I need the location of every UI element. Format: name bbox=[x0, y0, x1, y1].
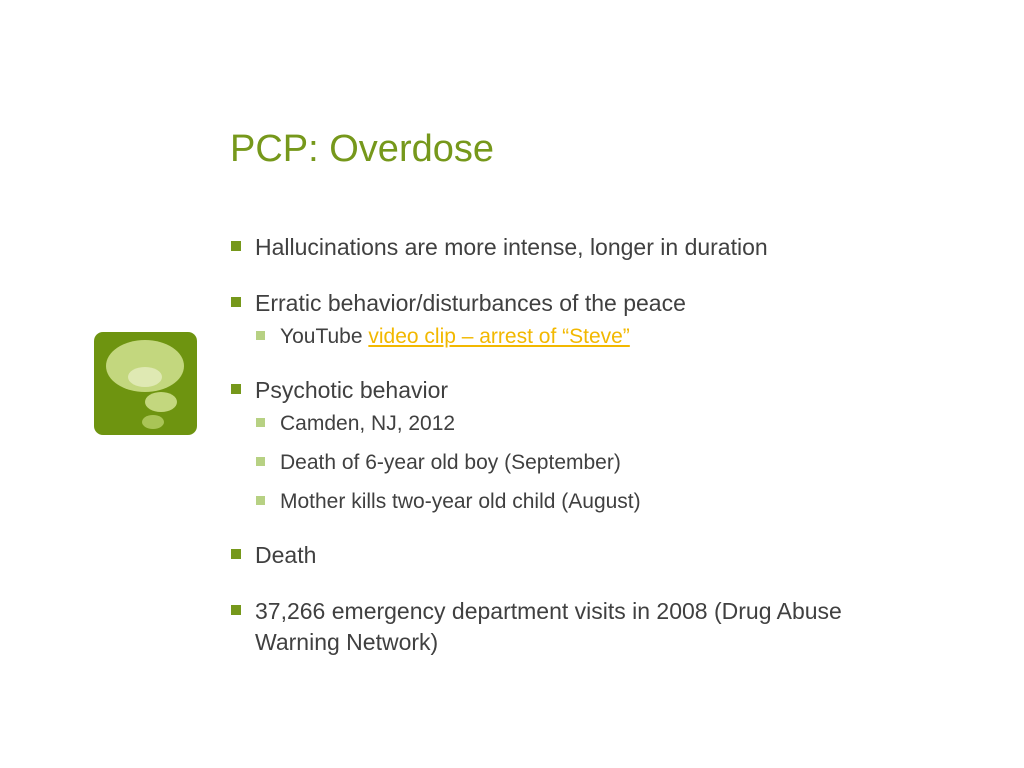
square-bullet-icon bbox=[231, 384, 241, 394]
bullet-item bbox=[230, 375, 930, 515]
bullet-text: Death bbox=[255, 542, 317, 568]
bullet-item bbox=[230, 596, 930, 658]
square-bullet-icon bbox=[256, 418, 265, 427]
sub-bullet-list bbox=[255, 323, 930, 350]
square-bullet-icon bbox=[231, 605, 241, 615]
sub-bullet-text: Death of 6-year old boy (September) bbox=[280, 451, 621, 474]
sub-bullet-item bbox=[255, 323, 930, 350]
square-bullet-icon bbox=[231, 297, 241, 307]
sub-bullet-prefix: YouTube bbox=[280, 325, 369, 348]
video-clip-link[interactable]: video clip – arrest of “Steve” bbox=[368, 325, 630, 348]
slide-title: PCP: Overdose bbox=[230, 128, 494, 170]
square-bullet-icon bbox=[231, 241, 241, 251]
sub-bullet-text: Mother kills two-year old child (August) bbox=[280, 490, 641, 513]
square-bullet-icon bbox=[231, 549, 241, 559]
thought-bubble-icon bbox=[94, 332, 197, 435]
sub-bullet-text: Camden, NJ, 2012 bbox=[280, 412, 456, 435]
bullet-item bbox=[230, 288, 930, 350]
bullet-text: 37,266 emergency department visits in 2008 (Drug Abuse Warning Network) bbox=[255, 598, 842, 655]
square-bullet-icon bbox=[256, 331, 265, 340]
bullet-text: Hallucinations are more intense, longer in duration bbox=[255, 234, 768, 260]
sub-bullet-list bbox=[255, 410, 930, 515]
bullet-text: Psychotic behavior bbox=[255, 377, 449, 403]
square-bullet-icon bbox=[256, 457, 265, 466]
bullet-list bbox=[230, 230, 930, 658]
sub-bullet-item bbox=[255, 410, 930, 437]
bullet-text: Erratic behavior/disturbances of the peace bbox=[255, 290, 686, 316]
sub-bullet-item bbox=[255, 449, 930, 476]
sub-bullet-item bbox=[255, 488, 930, 515]
bullet-item bbox=[230, 540, 930, 571]
bullet-item bbox=[230, 232, 930, 263]
square-bullet-icon bbox=[256, 496, 265, 505]
